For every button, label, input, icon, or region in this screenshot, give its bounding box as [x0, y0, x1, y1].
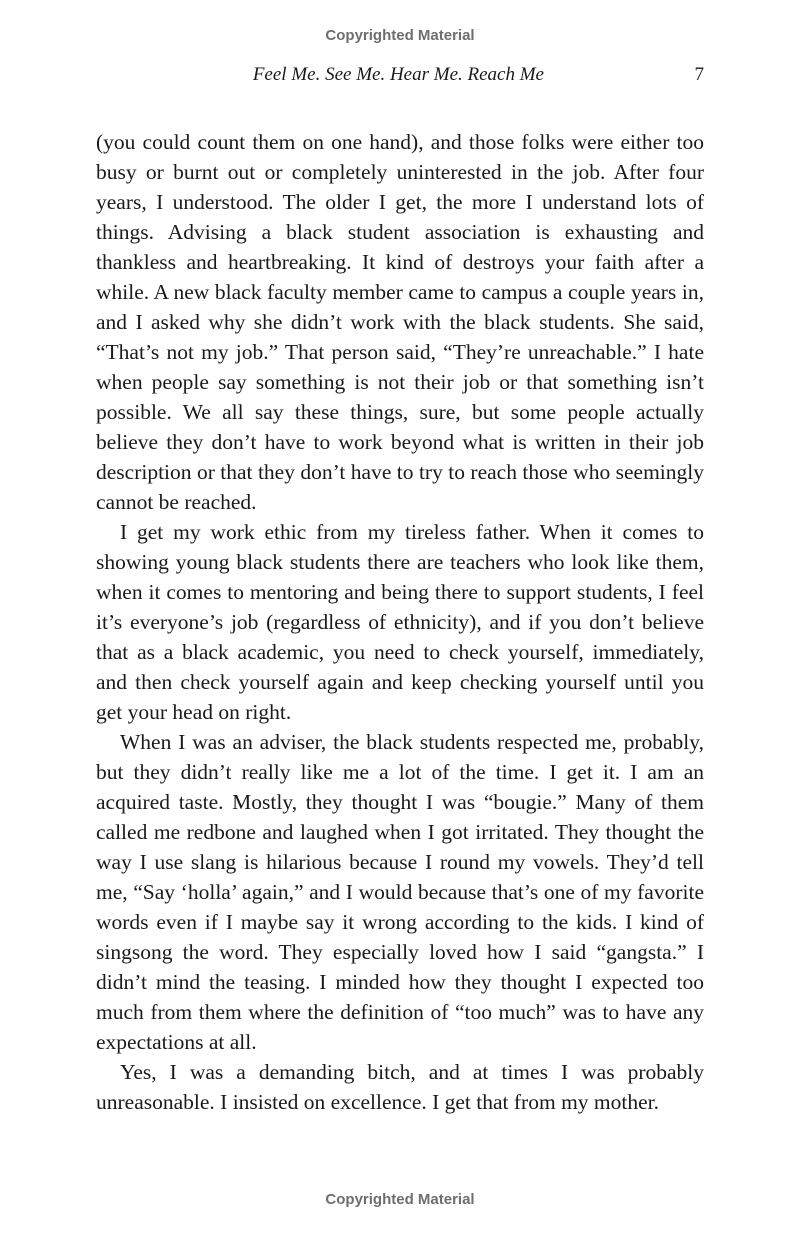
paragraph-1: (you could count them on one hand), and those folks were either too busy or burnt out or completely uninterested in the job. After four years, I understood. The older I get, the more I understand lots of things. Advising a black student association is exhausting and thankless and heartbreaking. It kind of destroys your faith after a while. A new black faculty member came to campus a couple years in, and I asked why she didn’t work with the black students. She said, “That’s not my job.” That person said, “They’re unreachable.” I hate when people say something is not their job or that something isn’t possible. We all say these things, sure, but some people actually believe they don’t have to work beyond what is written in their job description or that they don’t have to try to reach those who seemingly cannot be reached. — [96, 130, 704, 514]
copyright-watermark-bottom: Copyrighted Material — [325, 1191, 475, 1208]
body-text — [96, 127, 704, 1117]
paragraph-2: I get my work ethic from my tireless father. When it comes to showing young black students there are teachers who look like them, when it comes to mentoring and being there to support students, I feel it’s everyone’s job (regardless of ethnicity), and if you don’t believe that as a black academic, you need to check yourself, immediately, and then check yourself again and keep checking yourself until you get your head on right. — [96, 520, 704, 724]
paragraph-3: When I was an adviser, the black students respected me, probably, but they didn’t really like me a lot of the time. I get it. I am an acquired taste. Mostly, they thought I was “bougie.” Many of them called me redbone and laughed when I got irritated. They thought the way I use slang is hilarious because I round my vowels. They’d tell me, “Say ‘holla’ again,” and I would because that’s one of my favorite words even if I maybe say it wrong according to the kids. I kind of singsong the word. They especially loved how I said “gangsta.” I didn’t mind the teasing. I minded how they thought I expected too much from them where the definition of “too much” was to have any expectations at all. — [96, 730, 704, 1054]
copyright-watermark-top: Copyrighted Material — [325, 27, 475, 44]
paragraph-4: Yes, I was a demanding bitch, and at times I was probably unreasonable. I insisted on excellence. I get that from my mother. — [96, 1060, 704, 1114]
running-head — [96, 64, 704, 90]
running-title: Feel Me. See Me. Hear Me. Reach Me — [252, 64, 544, 85]
page-number: 7 — [694, 64, 704, 85]
